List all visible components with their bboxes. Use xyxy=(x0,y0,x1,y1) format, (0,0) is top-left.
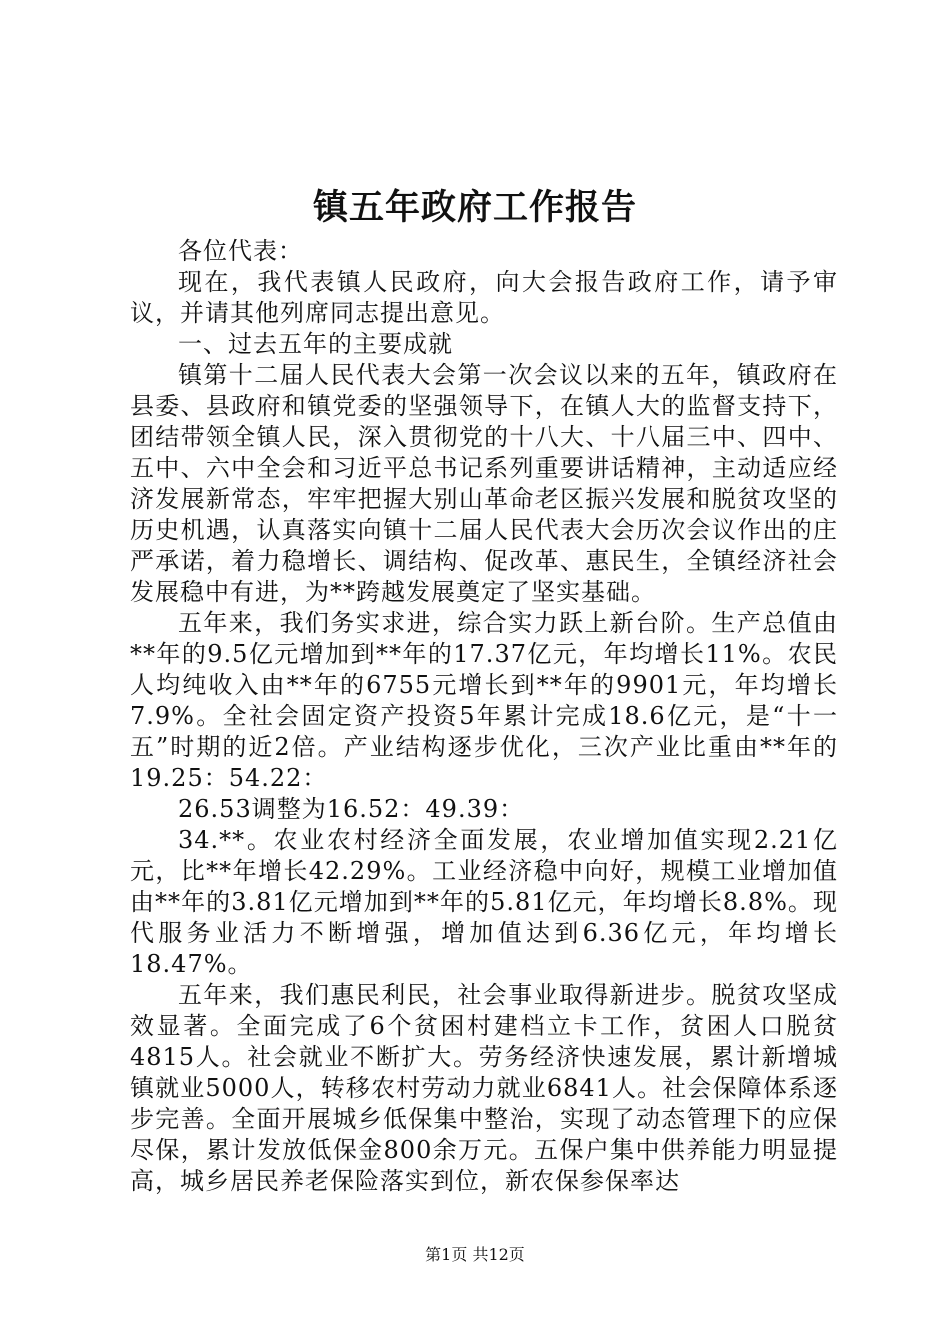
body-paragraph: 五年来，我们惠民利民，社会事业取得新进步。脱贫攻坚成效显著。全面完成了6个贫困村建档立卡工作，贫困人口脱贫4815人。社会就业不断扩大。劳务经济快速发展，累计新增城镇就业5000人，转移农村劳动力就业6841人。社会保障体系逐步完善。全面开展城乡低保集中整治，实现了动态管理下的应保尽保，累计发放低保金800余万元。五保户集中供养能力明显提高，城乡居民养老保险落实到位，新农保参保率达 xyxy=(130,981,838,1195)
body-paragraph: 五年来，我们务实求进，综合实力跃上新台阶。生产总值由**年的9.5亿元增加到**年的17.37亿元，年均增长11%。农民人均纯收入由**年的6755元增长到**年的9901元，年均增长7.9%。全社会固定资产投资5年累计完成18.6亿元，是“十一五”时期的近2倍。产业结构逐步优化，三次产业比重由**年的19.25：54.22： xyxy=(130,609,838,792)
body-paragraph: 镇第十二届人民代表大会第一次会议以来的五年，镇政府在县委、县政府和镇党委的坚强领导下，在镇人大的监督支持下，团结带领全镇人民，深入贯彻党的十八大、十八届三中、四中、五中、六中全会和习近平总书记系列重要讲话精神，主动适应经济发展新常态，牢牢把握大别山革命老区振兴发展和脱贫攻坚的历史机遇，认真落实向镇十二届人民代表大会历次会议作出的庄严承诺，着力稳增长、调结构、促改革、惠民生，全镇经济社会发展稳中有进，为**跨越发展奠定了坚实基础。 xyxy=(130,361,838,606)
opening-paragraph: 现在，我代表镇人民政府，向大会报告政府工作，请予审议，并请其他列席同志提出意见。 xyxy=(130,268,838,327)
page-number: 第1页 共12页 xyxy=(425,1245,525,1264)
section-heading: 一、过去五年的主要成就 xyxy=(178,330,453,358)
body-paragraph: 26.53调整为16.52：49.39： xyxy=(178,795,525,823)
salutation: 各位代表： xyxy=(178,237,303,265)
document-title: 镇五年政府工作报告 xyxy=(312,187,637,228)
document-body xyxy=(130,236,838,1197)
body-paragraph: 34.**。农业农村经济全面发展，农业增加值实现2.21亿元，比**年增长42.29%。工业经济稳中向好，规模工业增加值由**年的3.81亿元增加到**年的5.81亿元，年均增长8.8%。现代服务业活力不断增强，增加值达到6.36亿元，年均增长18.47%。 xyxy=(130,826,838,978)
